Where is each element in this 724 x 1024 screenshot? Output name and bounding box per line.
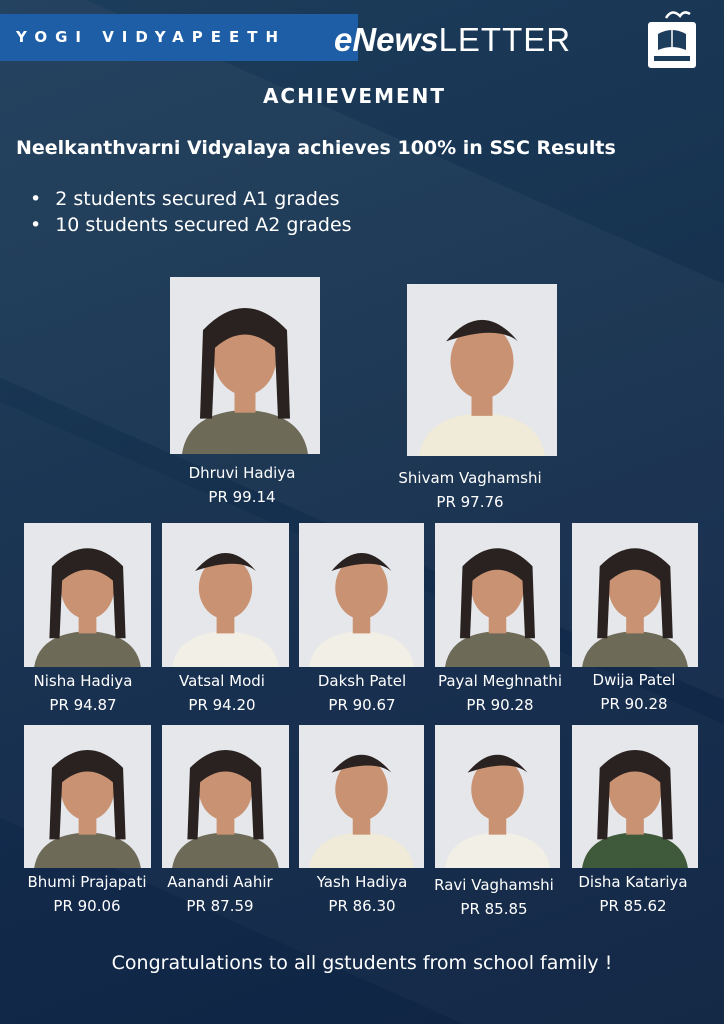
student-pr-score: PR 85.85 xyxy=(460,900,528,918)
bullet-item: • 10 students secured A2 grades xyxy=(30,212,352,238)
student-pr-score: PR 90.67 xyxy=(328,696,396,714)
header-newsletter-title xyxy=(334,18,571,62)
header-enews-light: LETTER xyxy=(438,21,572,58)
student-name: Daksh Patel xyxy=(317,672,407,690)
student-photo xyxy=(572,725,698,868)
achievement-bullets xyxy=(30,186,352,238)
section-title: ACHIEVEMENT xyxy=(262,84,447,108)
student-photo xyxy=(24,725,151,868)
student-pr-score: PR 87.59 xyxy=(186,897,254,915)
student-pr-score: PR 94.20 xyxy=(188,696,256,714)
student-photo xyxy=(435,725,560,868)
headline: Neelkanthvarni Vidyalaya achieves 100% in SSC Results xyxy=(16,137,616,159)
student-photo xyxy=(170,277,320,454)
student-photo xyxy=(299,523,424,667)
student-name: Yash Hadiya xyxy=(316,873,408,891)
student-pr-score: PR 90.06 xyxy=(53,897,121,915)
student-pr-score: PR 86.30 xyxy=(328,897,396,915)
student-name: Bhumi Prajapati xyxy=(27,873,147,891)
student-name: Dwija Patel xyxy=(592,671,676,689)
student-pr-score: PR 90.28 xyxy=(466,696,534,714)
student-name: Aanandi Aahir xyxy=(167,873,273,891)
student-photo xyxy=(435,523,560,667)
student-name: Payal Meghnathi xyxy=(437,672,563,690)
student-pr-score: PR 99.14 xyxy=(208,488,276,506)
footer-message: Congratulations to all gstudents from school family ! xyxy=(111,952,613,974)
student-pr-score: PR 97.76 xyxy=(436,493,504,511)
student-pr-score: PR 94.87 xyxy=(49,696,117,714)
student-photo xyxy=(299,725,424,868)
header-school-name: YOGI VIDYAPEETH xyxy=(16,28,287,46)
student-name: Disha Katariya xyxy=(578,873,688,891)
student-photo xyxy=(162,523,289,667)
student-pr-score: PR 85.62 xyxy=(599,897,667,915)
header-enews-bold: eNews xyxy=(334,21,439,58)
bullet-item: • 2 students secured A1 grades xyxy=(30,186,352,212)
student-name: Dhruvi Hadiya xyxy=(188,464,296,482)
student-name: Nisha Hadiya xyxy=(33,672,133,690)
student-photo xyxy=(24,523,151,667)
school-logo-icon xyxy=(644,4,700,70)
student-name: Shivam Vaghamshi xyxy=(398,469,542,487)
student-name: Vatsal Modi xyxy=(179,672,265,690)
student-photo xyxy=(572,523,698,667)
student-photo xyxy=(162,725,289,868)
student-pr-score: PR 90.28 xyxy=(600,695,668,713)
student-name: Ravi Vaghamshi xyxy=(434,876,554,894)
student-photo xyxy=(407,284,557,456)
